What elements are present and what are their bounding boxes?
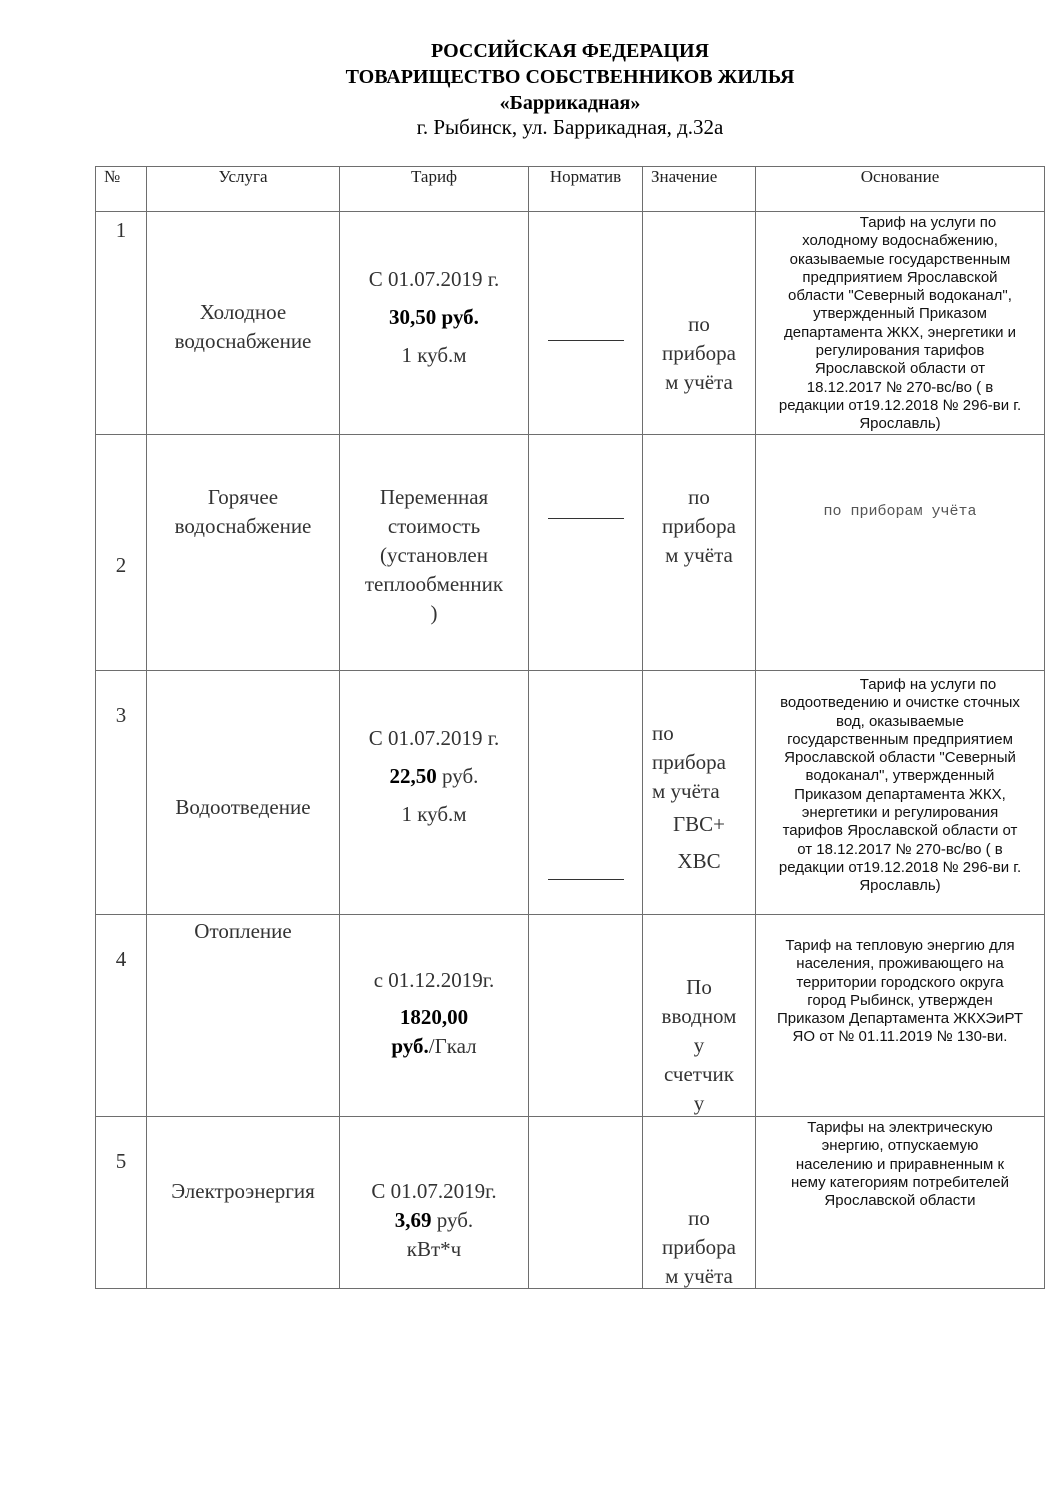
table-row <box>96 671 1045 915</box>
cell-service <box>147 915 340 1117</box>
value-line: ХВС <box>677 849 721 873</box>
basis-line: энергию, отпускаемую <box>821 1137 979 1155</box>
col-header-num: № <box>96 167 147 212</box>
basis-line: Приказом департамента ЖКХ, <box>794 785 1006 803</box>
value-line: прибора <box>662 1235 736 1259</box>
value-line: по <box>688 312 710 336</box>
basis-line: энергетики и регулирования <box>801 804 999 822</box>
cell-norm <box>529 915 643 1117</box>
cell-num: 4 <box>96 915 147 1117</box>
basis-line: Ярославль) <box>859 415 941 433</box>
value-line: прибора <box>652 750 726 774</box>
cell-value <box>643 1117 756 1289</box>
basis-line: холодному водоснабжению, <box>802 232 998 250</box>
basis-line: редакции от19.12.2018 № 296-ви г. <box>778 396 1022 414</box>
cell-basis <box>756 671 1045 915</box>
cell-norm <box>529 671 643 915</box>
value-line: по <box>688 485 710 509</box>
cell-service <box>147 671 340 915</box>
basis-line: нему категориям потребителей <box>790 1173 1010 1191</box>
table-header-row <box>96 167 1045 212</box>
tariff-line: теплообменник <box>364 572 504 596</box>
value-line: у <box>693 1033 705 1057</box>
cell-norm <box>529 212 643 435</box>
cell-basis <box>756 435 1045 671</box>
basis-line: Ярославской области "Северный <box>784 749 1016 767</box>
basis-line: вод, оказываемые <box>836 712 964 730</box>
value-line: по <box>688 1206 710 1230</box>
value-line: прибора <box>662 514 736 538</box>
value-line: у <box>693 1091 705 1115</box>
value-line: по <box>652 721 674 745</box>
col-header-norm: Норматив <box>529 167 643 212</box>
table-row <box>96 212 1045 435</box>
cell-tariff <box>340 212 529 435</box>
tariff-price-currency: руб. <box>436 764 479 788</box>
basis-line: Тариф на тепловую энергию для <box>785 937 1015 954</box>
tariff-table <box>95 166 1045 1289</box>
cell-tariff <box>340 1117 529 1289</box>
service-line: Водоотведение <box>175 795 311 819</box>
tariff-line: Переменная <box>379 485 489 509</box>
basis-line: регулирования тарифов <box>815 342 985 360</box>
tariff-line: стоимость <box>387 514 481 538</box>
tariff-unit <box>340 1032 528 1061</box>
cell-tariff <box>340 915 529 1117</box>
doc-title-org: ТОВАРИЩЕСТВО СОБСТВЕННИКОВ ЖИЛЬЯ <box>345 66 795 88</box>
table-row <box>96 915 1045 1117</box>
col-header-value: Значение <box>643 167 756 212</box>
tariff-price: 1820,00 <box>399 1005 469 1029</box>
basis-line: области "Северный водоканал", <box>788 287 1012 305</box>
cell-num: 5 <box>96 1117 147 1289</box>
cell-norm <box>529 1117 643 1289</box>
service-line: Электроэнергия <box>171 1179 315 1203</box>
cell-service <box>147 1117 340 1289</box>
basis-line: Ярославской области <box>824 1192 976 1210</box>
cell-value <box>643 435 756 671</box>
service-line: водоснабжение <box>174 514 312 538</box>
basis-line: водоотведению и очистке сточных <box>780 694 1020 712</box>
basis-line: от 18.12.2017 № 270-вс/во ( в <box>797 840 1003 858</box>
cell-value <box>643 915 756 1117</box>
service-line: Горячее <box>207 485 279 509</box>
value-line: м учёта <box>665 1264 733 1288</box>
basis-line: Ярославль) <box>859 877 941 895</box>
value-line: вводном <box>661 1004 737 1028</box>
basis-line: территории городского округа <box>796 973 1004 991</box>
basis-line: Тариф на услуги по <box>859 676 997 693</box>
value-line: м учёта <box>665 543 733 567</box>
value-line: По <box>686 975 712 999</box>
tariff-unit: кВт*ч <box>406 1237 462 1261</box>
basis-line: департамента ЖКХ, энергетики и <box>783 323 1017 341</box>
doc-title-name: «Баррикадная» <box>499 92 641 114</box>
cell-service <box>147 212 340 435</box>
tariff-unit: 1 куб.м <box>401 802 467 826</box>
cell-basis <box>756 212 1045 435</box>
basis-line: 18.12.2017 № 270-вс/во ( в <box>806 378 994 396</box>
tariff-price-currency: руб. <box>431 1208 474 1232</box>
tariff-line: (установлен <box>380 543 488 567</box>
basis-line: город Рыбинск, утвержден <box>807 991 993 1009</box>
basis-line: тарифов Ярославской области от <box>782 822 1018 840</box>
tariff-price <box>340 1206 528 1235</box>
doc-title-country: РОССИЙСКАЯ ФЕДЕРАЦИЯ <box>430 40 709 62</box>
norm-dash <box>548 340 624 341</box>
tariff-date: с 01.12.2019г. <box>373 968 495 992</box>
basis-line: оказываемые государственным <box>789 250 1011 268</box>
basis-line: предприятием Ярославской <box>802 268 998 286</box>
cell-value <box>643 671 756 915</box>
value-line: ГВС+ <box>673 812 725 836</box>
norm-dash <box>548 518 624 519</box>
cell-num: 1 <box>96 212 147 435</box>
service-line: Холодное <box>199 300 287 324</box>
tariff-unit: 1 куб.м <box>401 343 467 367</box>
tariff-unit-currency: руб. <box>391 1034 429 1058</box>
tariff-unit-measure: /Гкал <box>428 1034 477 1058</box>
table-row <box>96 1117 1045 1289</box>
value-line: м учёта <box>652 779 720 803</box>
service-line: Отопление <box>194 919 292 943</box>
norm-dash <box>548 879 624 880</box>
cell-basis <box>756 915 1045 1117</box>
tariff-price <box>340 757 528 795</box>
cell-norm <box>529 435 643 671</box>
tariff-price: 30,50 руб. <box>389 305 479 329</box>
basis-line: ЯО от № 01.11.2019 № 130-ви. <box>792 1028 1008 1046</box>
basis-line: водоканал", утвержденный <box>805 767 995 785</box>
tariff-date: С 01.07.2019г. <box>371 1179 497 1203</box>
basis-line: утвержденный Приказом <box>813 305 987 323</box>
cell-num: 3 <box>96 671 147 915</box>
col-header-service: Услуга <box>147 167 340 212</box>
cell-tariff <box>340 435 529 671</box>
cell-num: 2 <box>96 435 147 671</box>
tariff-date: С 01.07.2019 г. <box>368 267 500 291</box>
col-header-tariff: Тариф <box>340 167 529 212</box>
basis-line: населению и приравненным к <box>795 1155 1005 1173</box>
service-line: водоснабжение <box>174 329 312 353</box>
cell-service <box>147 435 340 671</box>
basis-line: Ярославской области от <box>814 360 986 378</box>
cell-value <box>643 212 756 435</box>
tariff-price-amount: 3,69 <box>394 1208 432 1232</box>
basis-line: Приказом Департамента ЖКХЭиРТ <box>776 1010 1023 1028</box>
table-row <box>96 435 1045 671</box>
cell-basis <box>756 1117 1045 1289</box>
col-header-basis: Основание <box>756 167 1045 212</box>
cell-tariff <box>340 671 529 915</box>
value-line: прибора <box>662 341 736 365</box>
value-line: м учёта <box>665 370 733 394</box>
basis-line: Тариф на услуги по <box>859 214 997 231</box>
basis-text: по приборам учёта <box>823 503 977 520</box>
value-line: счетчик <box>664 1062 734 1086</box>
tariff-date: С 01.07.2019 г. <box>368 726 500 750</box>
basis-line: Тарифы на электрическую <box>807 1119 993 1136</box>
basis-line: редакции от19.12.2018 № 296-ви г. <box>778 858 1022 876</box>
doc-address: г. Рыбинск, ул. Баррикадная, д.32а <box>416 115 724 139</box>
basis-line: государственным предприятием <box>787 730 1013 748</box>
basis-line: населения, проживающего на <box>796 955 1004 973</box>
tariff-line: ) <box>430 601 438 625</box>
tariff-price-amount: 22,50 <box>389 764 437 788</box>
